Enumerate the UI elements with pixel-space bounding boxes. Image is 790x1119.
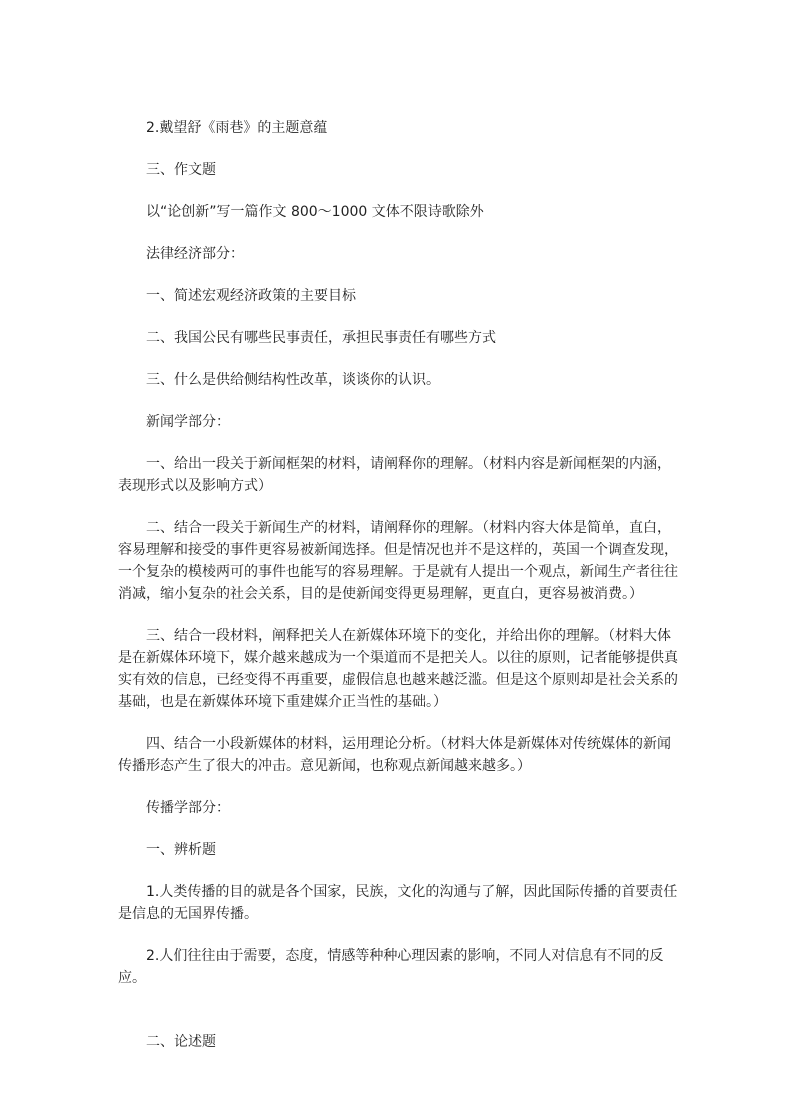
analysis-question-1: 1.人类传播的目的就是各个国家，民族，文化的沟通与了解，因此国际传播的首要责任是信息的无国界传播。 [118, 884, 678, 922]
question-yuxiang-theme: 2.戴望舒《雨巷》的主题意蕴 [146, 120, 328, 136]
law-question-1: 一、简述宏观经济政策的主要目标 [146, 288, 356, 304]
heading-communication: 传播学部分： [146, 800, 230, 816]
journalism-question-3: 三、结合一段材料，阐释把关人在新媒体环境下的变化，并给出你的理解。（材料大体是在新媒体环境下，媒介越来越成为一个渠道而不是把关人。以往的原则，记者能够提供真实有效的信息，已经变得不再重要，虚假信息也越来越泛滥。但是这个原则却是社会关系的基础，也是在新媒体环境下重建媒介正当性的基础。） [118, 628, 678, 710]
journalism-question-1: 一、给出一段关于新闻框架的材料，请阐释你的理解。（材料内容是新闻框架的内涵，表现形式以及影响方式） [118, 456, 671, 494]
heading-law-economics: 法律经济部分： [146, 246, 244, 262]
law-question-3: 三、什么是供给侧结构性改革，谈谈你的认识。 [146, 372, 440, 388]
analysis-question-2: 2.人们往往由于需要，态度，情感等种种心理因素的影响，不同人对信息有不同的反应。 [118, 948, 664, 986]
essay-prompt: 以“论创新”写一篇作文 800～1000 文体不限诗歌除外 [146, 204, 484, 220]
journalism-question-4: 四、结合一小段新媒体的材料，运用理论分析。（材料大体是新媒体对传统媒体的新闻传播形态产生了很大的冲击。意见新闻，也称观点新闻越来越多。） [118, 736, 671, 774]
law-question-2: 二、我国公民有哪些民事责任，承担民事责任有哪些方式 [146, 330, 496, 346]
heading-analysis: 一、辨析题 [146, 842, 216, 858]
heading-essay-questions: 二、论述题 [146, 1034, 216, 1050]
journalism-question-2: 二、结合一段关于新闻生产的材料，请阐释你的理解。（材料内容大体是简单，直白，容易理解和接受的事件更容易被新闻选择。但是情况也并不是这样的，英国一个调查发现，一个复杂的模棱两可的事件也能写的容易理解。于是就有人提出一个观点，新闻生产者往往消减，缩小复杂的社会关系，目的是使新闻变得更易理解，更直白，更容易被消费。） [118, 520, 678, 602]
heading-journalism: 新闻学部分： [146, 414, 230, 430]
heading-essay: 三、作文题 [146, 162, 216, 178]
document-body [118, 117, 680, 1073]
